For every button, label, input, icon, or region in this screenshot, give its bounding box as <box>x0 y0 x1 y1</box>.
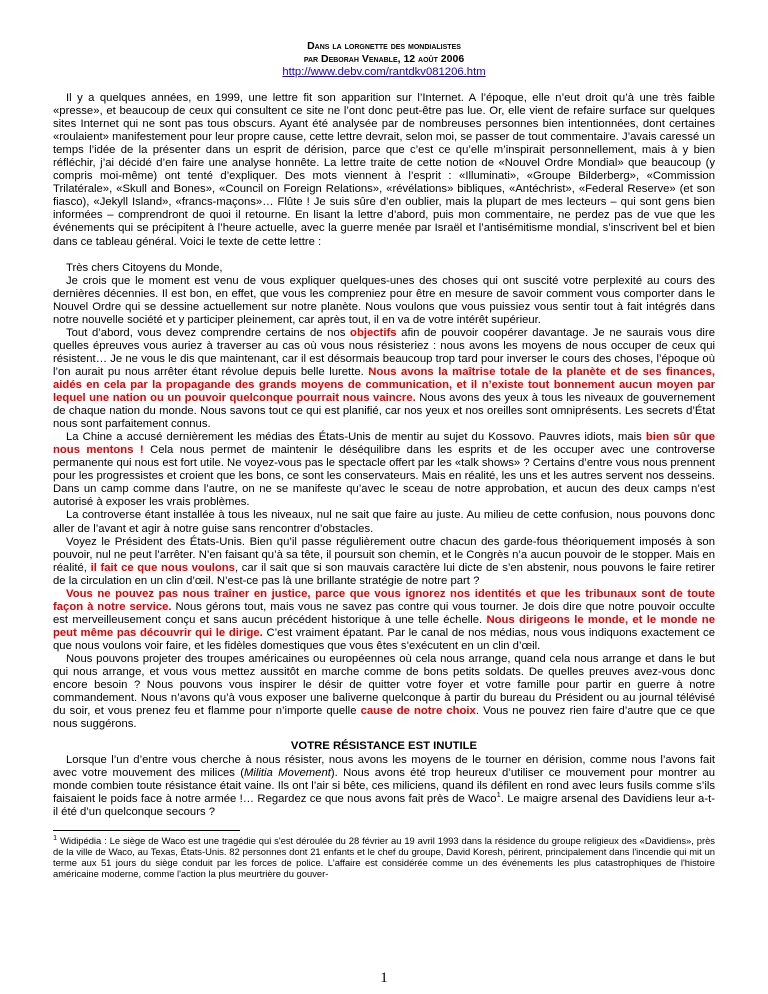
letter-paragraph-3: La Chine a accusé dernièrement les médias des États-Unis de mentir au sujet du Kossovo. Pauvres idiots, mais bien sûr que nous mentons ! Cela nous permet de maintenir le déséquilibre dans les esprits et de les occuper avec une controverse permanente qui nous est fort utile. Ne voyez-vous pas le spectacle offert par les «talk shows» ? Certains d’entre vous nous prennent pour les progressistes et croient que les bons, ce sont les conservateurs. Mais en réalité, les uns et les autres servent nos desseins. Dans un camp comme dans l’autre, on ne se manifeste qu’avec le sceau de notre approbation, et aucun des deux camps n’est autorisé à exposer les vrais problèmes. <box>53 431 715 509</box>
article-body <box>53 40 715 880</box>
title-line-2: par Deborah Venable, 12 août 2006 <box>303 53 465 65</box>
article-title <box>53 40 715 66</box>
letter-paragraph-2: Tout d’abord, vous devez comprendre certains de nos objectifs afin de pouvoir coopérer davantage. Je ne saurais vous dire quelles épreuves vous auriez à traverser au cas où vous nous résisteriez : nous avons les moyens de nous occuper de ceux qui résistent… Je ne vous le dis que maintenant, car il est désormais beaucoup trop tard pour inverser le cours des choses, l’époque où l’on aurait pu nous arrêter étant révolue depuis belle lurette. Nous avons la maîtrise totale de la planète et de ses finances, aidés en cela par la propagande des grands moyens de communication, et il n’existe tout bonnement aucun moyen par lequel une nation ou un pouvoir quelconque pourrait nous vaincre. Nous avons des yeux à tous les niveaux de gouvernement de chaque nation du monde. Nous savons tout ce qui est planifié, car nos yeux et nos oreilles sont omniprésents. Les secrets d’État nous sont parfaitement connus. <box>53 326 716 431</box>
highlight-text: cause de notre choix <box>360 705 476 718</box>
letter-paragraph-1: Je crois que le moment est venu de vous expliquer quelques-unes des choses qui ont suscité votre perplexité au cours des dernières décennies. Il est bon, en effet, que vous les compreniez pour être en mesure de savoir comment vous comporter dans le Nouvel Ordre qui se dessine actuellement sur notre planète. Nous voulons que vous puissiez vous sentir tout à fait intégrés dans notre nouvelle société et y participer pleinement, car après tout, il en va de votre intérêt supérieur. <box>53 274 715 326</box>
letter-paragraph-5: Voyez le Président des États-Unis. Bien qu’il passe régulièrement outre chacun des garde-fous théoriquement imposés à son pouvoir, nul ne peut l’arrêter. N’en faisant qu’à sa tête, il poursuit son chemin, et le Congrès n’a aucun pouvoir de le stopper. Mais en réalité, il fait ce que nous voulons, car il sait que si son mauvais caractère lui dicte de s’en abstenir, nous pouvons le faire retirer de la circulation en un clin d’œil. N’est-ce pas là une brillante stratégie de notre part ? <box>53 535 715 587</box>
highlight-text: il fait ce que nous voulons <box>90 561 235 574</box>
intro-paragraph: Il y a quelques années, en 1999, une lettre fit son apparition sur l’Internet. A l’époque, elle n’eut droit qu’à une très faible «presse», et beaucoup de ceux qui consultent ce site ne l’ont donc peut-être pas lue. Or, elle vient de refaire surface sur quelques sites Internet qui ne sont pas tous obscurs. Ayant été analysée par de nombreuses personnes bien intentionnées, dont certaines «roulaient» manifestement pour leur propre cause, cette lettre devrait, selon moi, se passer de tout commentaire. J’avais caressé un temps l’idée de la présenter dans un esprit de dérision, parce que c’est ce qu’elle m’inspirait personnellement, mais à y bien réfléchir, j’ai décidé d’en faire une analyse honnête. La lettre traite de cette notion de «Nouvel Ordre Mondial» que beaucoup (y compris moi-même) ont tenté d’expliquer. Des mots viennent à l’esprit : «Illuminati», «Groupe Bilderberg», «Commission Trilatérale», «Skull and Bones», «Council on Foreign Relations», «révélations» bibliques, «Antéchrist», «Federal Reserve» (et son fiasco), «Jekyll Island», «francs-maçons»… Flûte ! Je suis sûre d’en oublier, mais la plupart de mes lecteurs – qui sont gens bien informées – comprendront de quoi il retourne. En lisant la lettre d’abord, puis mon commentaire, ne perdez pas de vue que les événements qui se précipitent à l’heure actuelle, avec la guerre menée par Israël et l’antisémitisme mondial, s’inscrivent bel et bien dans ce tableau général. Voici le texte de cette lettre : <box>53 92 715 248</box>
letter-paragraph-8: Lorsque l’un d’entre vous cherche à nous résister, nous avons les moyens de le tourner en dérision, comme nous l’avons fait avec votre mouvement des milices (Militia Movement). Nous avons été trop heureux d’utiliser ce mouvement pour montrer au monde combien toute résistance était vaine. Ils ont l’air si bête, ces miliciens, quand ils défilent en rond avec leurs fusils comme s’ils faisaient le poids face à notre armée !… Regardez ce que nous avons fait près de Waco$^1$. Le maigre arsenal des Davidiens leur a-t-il été d’un quelconque secours ? <box>53 754 715 819</box>
section-heading: VOTRE RÉSISTANCE EST INUTILE <box>290 740 478 753</box>
highlight-text: Vous ne pouvez pas nous traîner en justice, parce que vous ignorez nos identités et que les tribunaux sont de toute façon à notre service. <box>53 587 715 613</box>
highlight-text: Nous avons la maîtrise totale de la planète et de ses finances, aidés en cela par la propagande des grands moyens de communication, et il n’existe tout bonnement aucun moyen par lequel une nation ou un pouvoir quelconque pourrait nous vaincre. <box>53 365 716 405</box>
letter-paragraph-4: La controverse étant installée à tous les niveaux, nul ne sait que faire au juste. Au milieu de cette confusion, nous pouvons donc aller de l’avant et agir à notre guise sans rencontrer d’obstacles. <box>53 509 715 535</box>
page-number: 1 <box>380 970 388 986</box>
letter-salutation: Très chers Citoyens du Monde, <box>66 261 223 274</box>
footnote-divider <box>53 830 240 831</box>
footnote: $^1$ Widipédia : Le siège de Waco est une tragédie qui s'est déroulée du 28 février au 19 avril 1993 dans la résidence du groupe religieux des «Davidiens», près de la ville de Waco, au Texas, États-Unis. 82 personnes dont 21 enfants et le chef du groupe, David Koresh, périrent, principalement dans l'incendie qui mit un terme aux 51 jours du siège conduit par les forces de police. L'affaire est considérée comme un des événements les plus catastrophiques de l'histoire américaine moderne, comme l'action la plus meurtrière du gouver- <box>53 832 715 880</box>
highlight-text: Nous dirigeons le monde, et le monde ne peut même pas découvrir qui le dirige. <box>53 613 715 639</box>
highlight-text: bien sûr que nous mentons ! <box>53 431 715 457</box>
letter-paragraph-6: Vous ne pouvez pas nous traîner en justice, parce que vous ignorez nos identités et que les tribunaux sont de toute façon à notre service. Nous gérons tout, mais vous ne savez pas contre qui vous tourner. Je dois dire que notre pouvoir occulte est merveilleusement conçu et sans aucun précédent historique à une telle échelle. Nous dirigeons le monde, et le monde ne peut même pas découvrir qui le dirige. C’est vraiment épatant. Par le canal de nos médias, nous vous indiquons exactement ce que nous voulons voir faire, et les fidèles domestiques que vous êtes s’exécutent en un clin d’œil. <box>53 587 715 652</box>
letter-paragraph-7: Nous pouvons projeter des troupes américaines ou européennes où cela nous arrange, quand cela nous arrange et dans le but qui nous arrange, et vous vous mettez aussitôt en marche comme de bons petits soldats. De quelles preuves avez-vous donc encore besoin ? Nous pouvons vous inspirer le désir de quitter votre foyer et votre famille pour partir en guerre à notre commandement. Nous n’avons qu’à vous exposer une baliverne quelconque à partir du bureau du Président ou au journal télévisé du soir, et vous prenez feu et flamme pour n’importe quelle cause de notre choix. Vous ne pouvez rien faire d’autre que ce que nous suggérons. <box>53 652 715 731</box>
title-line-1: Dans la lorgnette des mondialistes <box>307 40 461 52</box>
source-link[interactable]: http://www.debv.com/rantdkv081206.htm <box>282 66 486 78</box>
footnote-reference[interactable]: 1 <box>496 790 501 800</box>
highlight-text: objectifs <box>350 326 397 339</box>
